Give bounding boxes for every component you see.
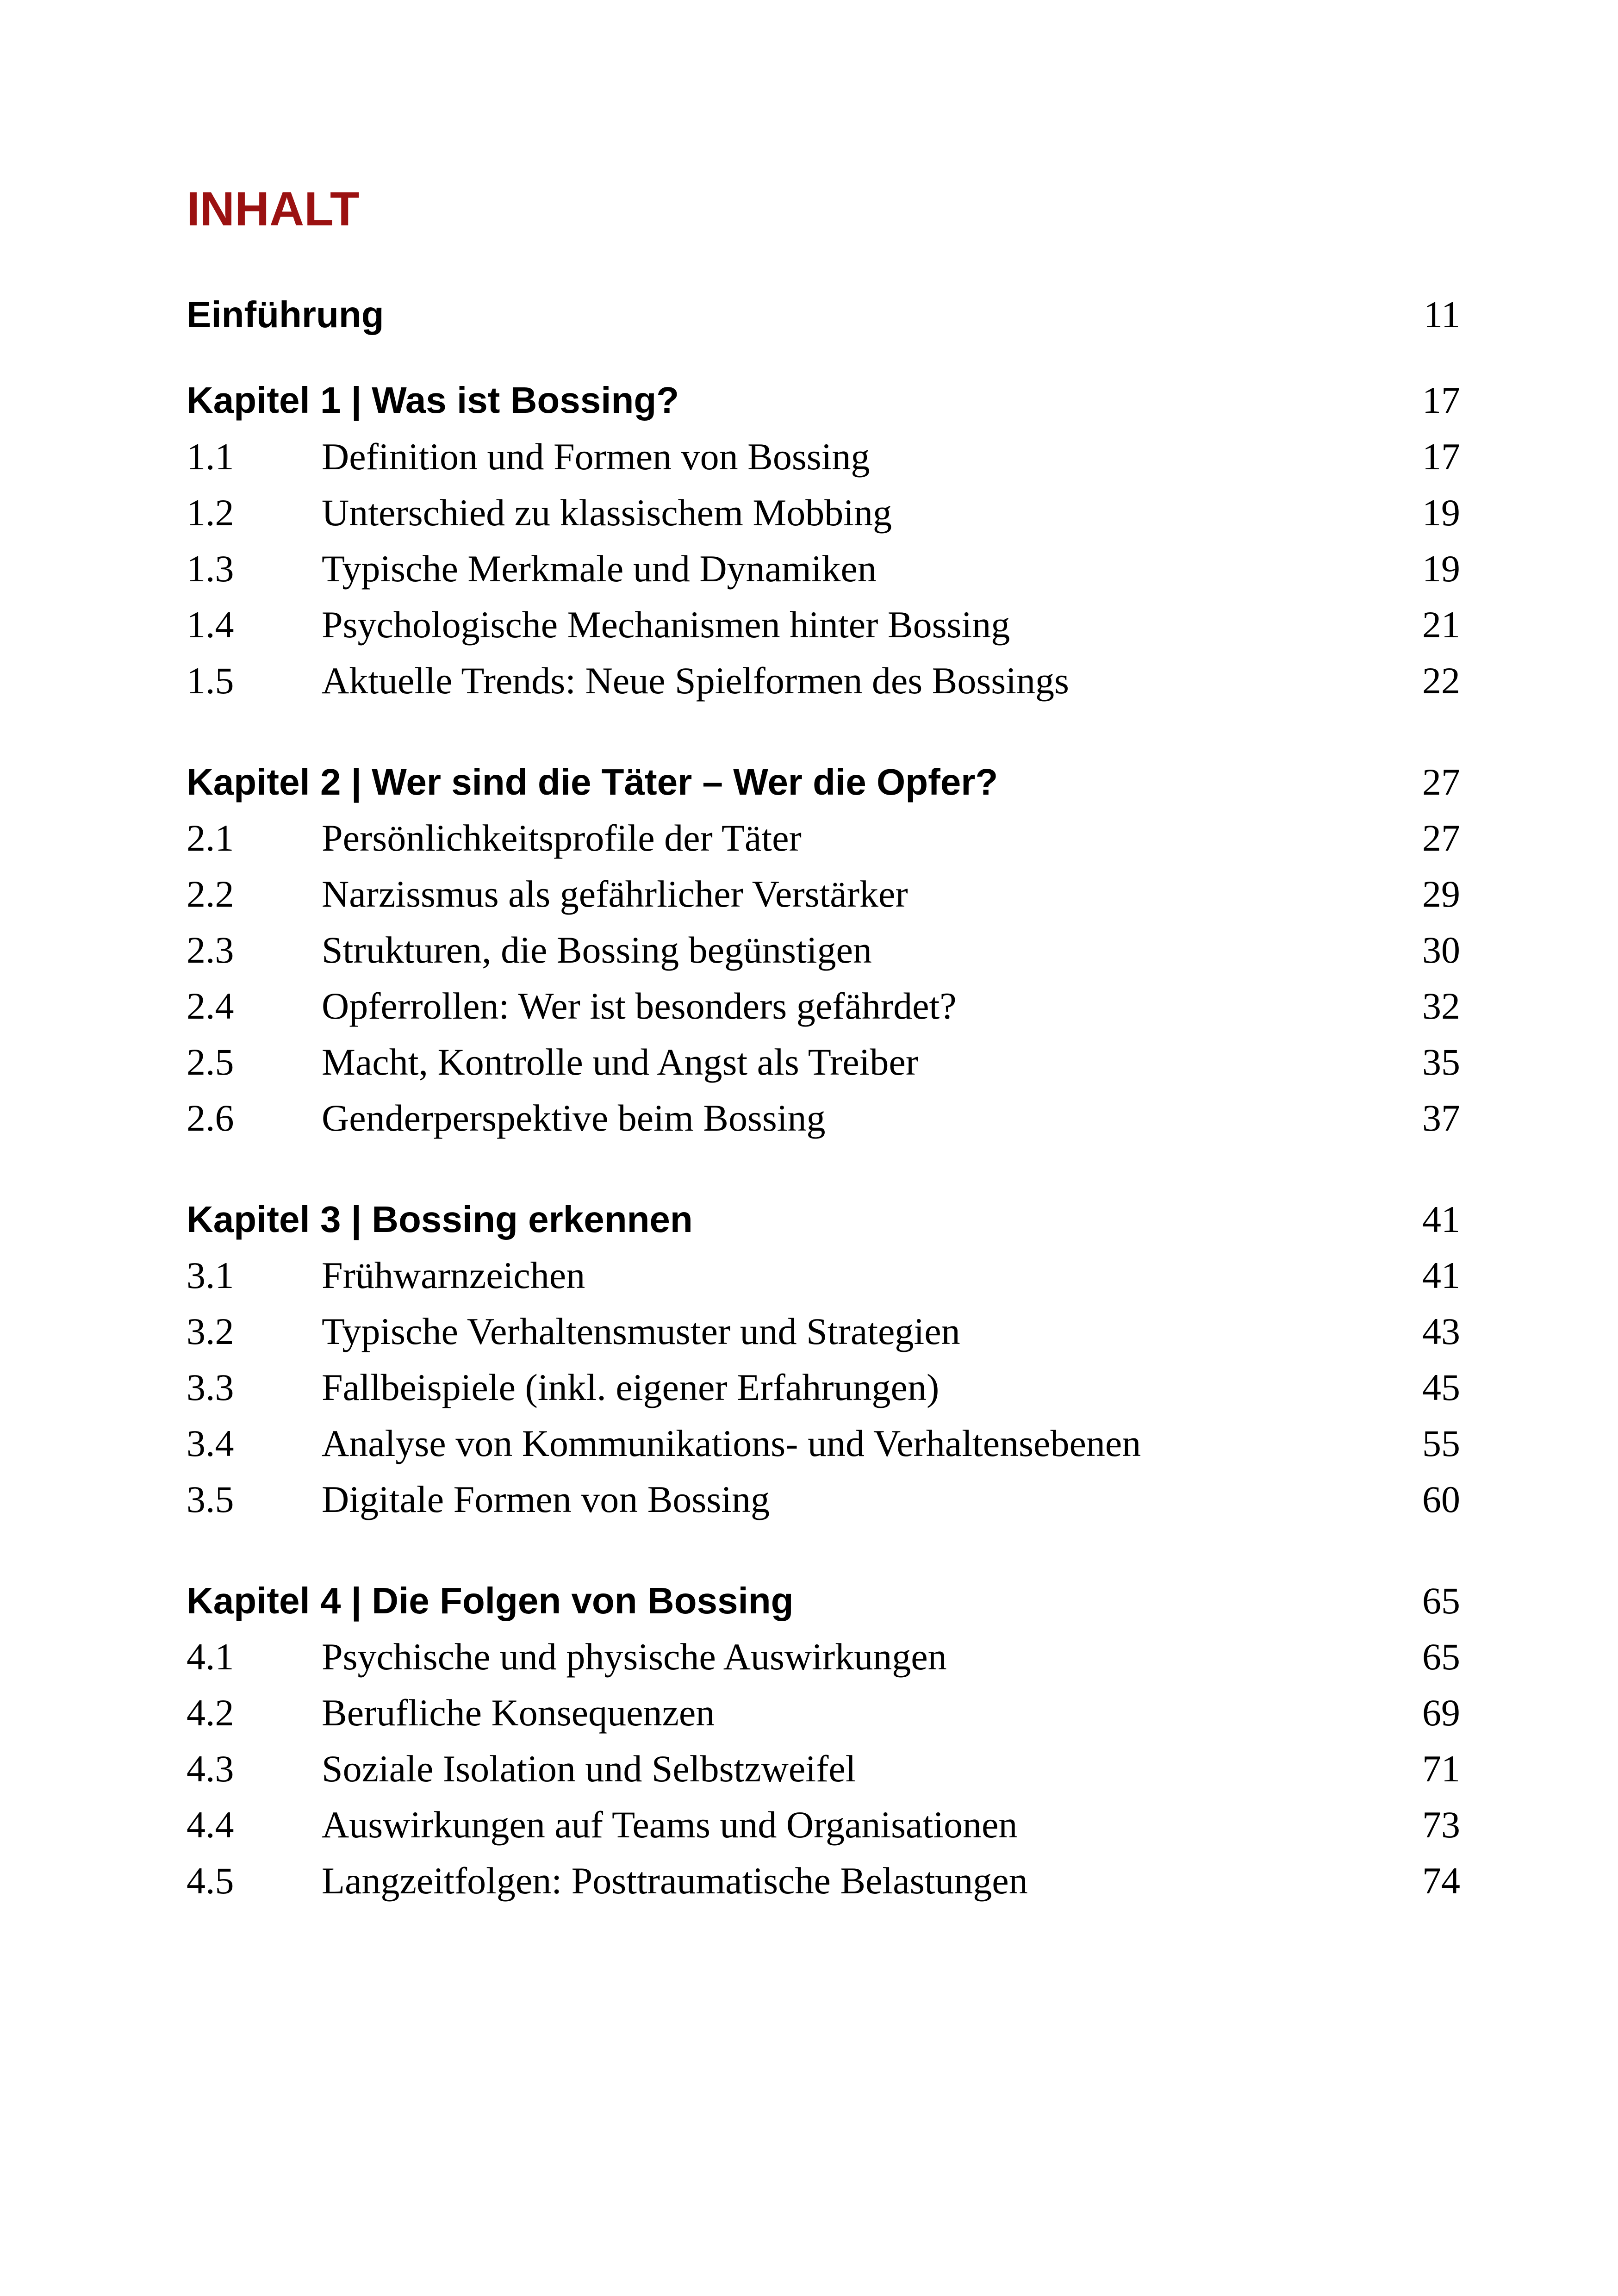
entry-page: 27 [1422, 817, 1460, 859]
chapter-page: 17 [1422, 379, 1460, 421]
toc-entry-row [187, 1039, 1460, 1085]
entry-number: 3.4 [187, 1422, 234, 1464]
chapter-heading: Kapitel 3 | Bossing erkennen [187, 1199, 693, 1240]
toc-entry-row [187, 1634, 1460, 1680]
toc-entry-row [187, 1746, 1460, 1792]
entry-number: 1.3 [187, 548, 234, 590]
entry-number: 2.2 [187, 873, 234, 915]
entry-title: Langzeitfolgen: Posttraumatische Belastungen [322, 1860, 1028, 1902]
toc-intro-row [187, 292, 1460, 338]
entry-title: Aktuelle Trends: Neue Spielformen des Bossings [322, 660, 1069, 702]
entry-number: 1.2 [187, 492, 234, 534]
toc-entry-row [187, 490, 1460, 536]
entry-page: 19 [1422, 548, 1460, 590]
entry-page: 30 [1422, 929, 1460, 971]
entry-title: Psychische und physische Auswirkungen [322, 1636, 947, 1678]
chapter-heading-row [187, 377, 1460, 423]
entry-page: 60 [1422, 1478, 1460, 1520]
toc-entry-row [187, 815, 1460, 861]
intro-page: 11 [1424, 293, 1460, 336]
chapter-heading: Kapitel 4 | Die Folgen von Bossing [187, 1580, 794, 1621]
entry-title: Soziale Isolation und Selbstzweifel [322, 1748, 856, 1790]
entry-title: Psychologische Mechanismen hinter Bossing [322, 604, 1010, 646]
toc-entry-row [187, 927, 1460, 973]
entry-number: 1.4 [187, 604, 234, 646]
entry-number: 4.4 [187, 1804, 234, 1846]
entry-title: Digitale Formen von Bossing [322, 1478, 770, 1520]
chapter-heading: Kapitel 1 | Was ist Bossing? [187, 380, 679, 421]
entry-title: Fallbeispiele (inkl. eigener Erfahrungen) [322, 1366, 940, 1408]
chapter-heading-row [187, 1196, 1460, 1243]
entry-title: Persönlichkeitsprofile der Täter [322, 817, 802, 859]
entry-page: 32 [1422, 985, 1460, 1027]
entry-title: Strukturen, die Bossing begünstigen [322, 929, 872, 971]
toc-entry-row [187, 1252, 1460, 1299]
entry-number: 2.1 [187, 817, 234, 859]
entry-title: Macht, Kontrolle und Angst als Treiber [322, 1041, 919, 1083]
chapter-page: 27 [1422, 761, 1460, 803]
entry-title: Unterschied zu klassischem Mobbing [322, 492, 892, 534]
entry-number: 2.5 [187, 1041, 234, 1083]
entry-number: 1.5 [187, 660, 234, 702]
entry-number: 2.4 [187, 985, 234, 1027]
entry-number: 3.5 [187, 1478, 234, 1520]
entry-page: 41 [1422, 1254, 1460, 1296]
entry-number: 1.1 [187, 436, 234, 478]
entry-page: 17 [1422, 436, 1460, 478]
entry-number: 4.2 [187, 1692, 234, 1734]
entry-page: 71 [1422, 1748, 1460, 1790]
entry-title: Opferrollen: Wer ist besonders gefährdet? [322, 985, 957, 1027]
entry-title: Definition und Formen von Bossing [322, 436, 870, 478]
toc-entry-row [187, 1308, 1460, 1355]
toc-entry-row [187, 1690, 1460, 1736]
toc-entry-row [187, 602, 1460, 648]
chapter-heading: Kapitel 2 | Wer sind die Täter – Wer die Opfer? [187, 761, 998, 803]
entry-page: 19 [1422, 492, 1460, 534]
entry-title: Berufliche Konsequenzen [322, 1692, 715, 1734]
chapter-heading-row [187, 1578, 1460, 1624]
entry-title: Analyse von Kommunikations- und Verhaltensebenen [322, 1422, 1141, 1464]
chapter-page: 65 [1422, 1580, 1460, 1622]
entry-title: Frühwarnzeichen [322, 1254, 585, 1296]
entry-page: 69 [1422, 1692, 1460, 1734]
entry-number: 2.6 [187, 1097, 234, 1139]
entry-number: 4.5 [187, 1860, 234, 1902]
entry-page: 29 [1422, 873, 1460, 915]
entry-number: 4.3 [187, 1748, 234, 1790]
chapter-heading-row [187, 759, 1460, 805]
toc-entry-row [187, 1095, 1460, 1141]
toc-entry-row [187, 1420, 1460, 1467]
toc-entry-row [187, 871, 1460, 917]
entry-page: 22 [1422, 660, 1460, 702]
entry-number: 3.3 [187, 1366, 234, 1408]
entry-page: 21 [1422, 604, 1460, 646]
entry-page: 74 [1422, 1860, 1460, 1902]
entry-number: 3.2 [187, 1310, 234, 1352]
entry-title: Typische Merkmale und Dynamiken [322, 548, 877, 590]
toc-entry-row [187, 434, 1460, 480]
entry-page: 35 [1422, 1041, 1460, 1083]
entry-number: 3.1 [187, 1254, 234, 1296]
toc-entry-row [187, 658, 1460, 704]
entry-title: Typische Verhaltensmuster und Strategien [322, 1310, 960, 1352]
entry-page: 45 [1422, 1366, 1460, 1408]
entry-number: 2.3 [187, 929, 234, 971]
toc-entry-row [187, 546, 1460, 592]
entry-page: 73 [1422, 1804, 1460, 1846]
intro-label: Einführung [187, 294, 384, 335]
entry-page: 65 [1422, 1636, 1460, 1678]
entry-title: Narzissmus als gefährlicher Verstärker [322, 873, 908, 915]
entry-title: Auswirkungen auf Teams und Organisationen [322, 1804, 1018, 1846]
entry-number: 4.1 [187, 1636, 234, 1678]
chapter-page: 41 [1422, 1198, 1460, 1240]
toc-entry-row [187, 1858, 1460, 1904]
toc-title: INHALT [187, 182, 360, 236]
toc-entry-row [187, 1364, 1460, 1411]
entry-page: 55 [1422, 1422, 1460, 1464]
entry-page: 43 [1422, 1310, 1460, 1352]
entry-page: 37 [1422, 1097, 1460, 1139]
toc-entry-row [187, 1476, 1460, 1523]
toc-entry-row [187, 983, 1460, 1029]
toc-entry-row [187, 1802, 1460, 1848]
entry-title: Genderperspektive beim Bossing [322, 1097, 826, 1139]
